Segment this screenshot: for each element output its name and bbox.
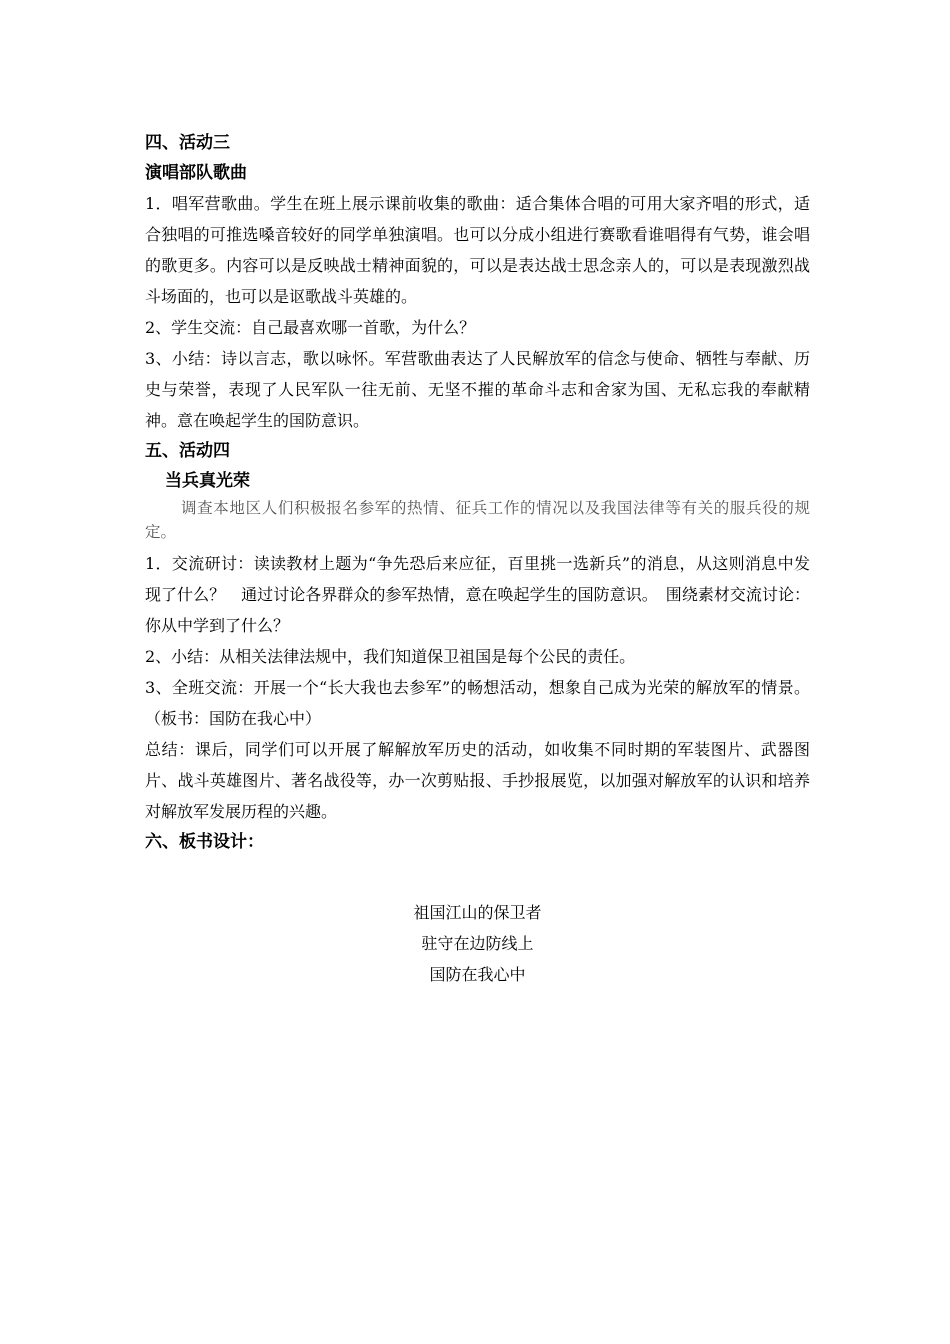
board-line-3: 国防在我心中	[429, 965, 526, 984]
section-5-subtitle: 当兵真光荣	[165, 471, 250, 491]
board-line-1: 祖国江山的保卫者	[413, 903, 542, 922]
section-4-paragraph-1: 1．唱军营歌曲。学生在班上展示课前收集的歌曲：适合集体合唱的可用大家齐唱的形式，适合独唱的可推选嗓音较好的同学单独演唱。也可以分成小组进行赛歌看谁唱得有气势，谁会唱的歌更多。内容可以是反映战士精神面貌的，可以是表达战士思念亲人的，可以是表现激烈战斗场面的，也可以是讴歌战斗英雄的。	[145, 194, 810, 306]
board-line-2: 驻守在边防线上	[421, 934, 534, 953]
document-page	[145, 128, 810, 990]
section-5-intro: 调查本地区人们积极报名参军的热情、征兵工作的情况以及我国法律等有关的服兵役的规定。	[145, 499, 810, 541]
section-5-title: 五、活动四	[145, 441, 230, 461]
section-5-paragraph-2: 2、小结：从相关法律法规中，我们知道保卫祖国是每个公民的责任。	[145, 647, 636, 666]
section-5-summary: 总结：课后，同学们可以开展了解解放军历史的活动，如收集不同时期的军装图片、武器图片、战斗英雄图片、著名战役等，办一次剪贴报、手抄报展览，以加强对解放军的认识和培养对解放军发展历程的兴趣。	[145, 740, 810, 821]
section-5-paragraph-1: 1．交流研讨：读读教材上题为“争先恐后来应征，百里挑一选新兵”的消息，从这则消息中发现了什么？ 通过讨论各界群众的参军热情，意在唤起学生的国防意识。 围绕素材交流讨论：你从中学到了什么？	[145, 554, 810, 635]
section-5-paragraph-3: 3、全班交流：开展一个“长大我也去参军”的畅想活动，想象自己成为光荣的解放军的情景。（板书：国防在我心中）	[145, 678, 810, 728]
section-6-title: 六、板书设计：	[145, 832, 264, 852]
section-4-title: 四、活动三	[145, 133, 230, 153]
blackboard-design	[145, 897, 810, 990]
section-4-paragraph-2: 2、学生交流：自己最喜欢哪一首歌，为什么？	[145, 318, 476, 337]
section-4-paragraph-3: 3、小结：诗以言志，歌以咏怀。军营歌曲表达了人民解放军的信念与使命、牺牲与奉献、历史与荣誉，表现了人民军队一往无前、无坚不摧的革命斗志和舍家为国、无私忘我的奉献精神。意在唤起学生的国防意识。	[145, 349, 810, 430]
section-4-subtitle: 演唱部队歌曲	[145, 163, 247, 183]
